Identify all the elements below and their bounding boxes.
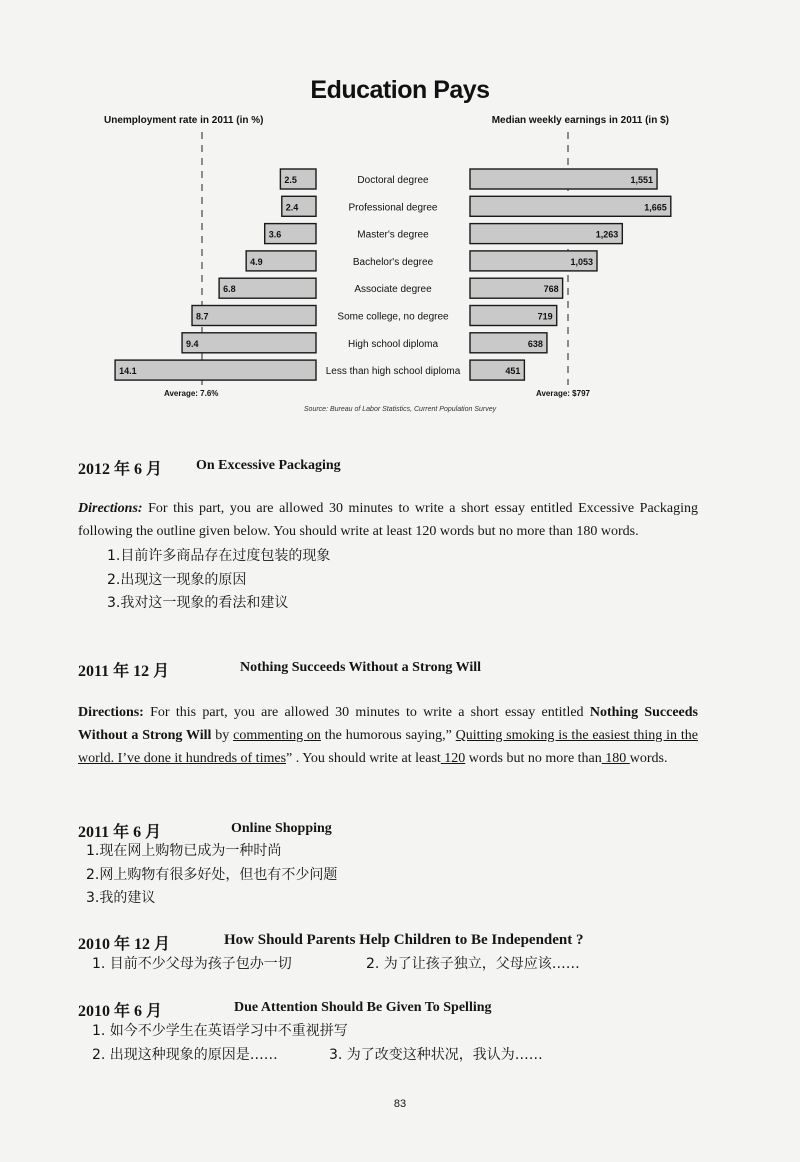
essay-title: Nothing Succeeds Without a Strong Will [78,705,698,743]
left-axis-title: Unemployment rate in 2011 (in %) [104,115,264,126]
section-title: Due Attention Should Be Given To Spelling [234,1000,492,1015]
earnings-value-label: 638 [527,338,543,349]
directions-text: the humorous saying,” [320,728,456,743]
directions-text: by [211,728,234,743]
category-label: Doctoral degree [357,175,429,186]
unemployment-value-label: 6.8 [223,284,236,295]
section-header [78,456,698,478]
outline-item: 2.出现这一现象的原因 [107,571,247,588]
max-words: 180 [601,751,630,766]
outline-list [78,1020,698,1068]
section-date: 2011 年 12 月 [78,663,170,680]
earnings-value-label: 451 [505,366,521,377]
section-2011-12 [78,658,698,770]
section-header [78,998,698,1020]
earnings-value-label: 1,551 [630,175,654,185]
earnings-value-label: 719 [537,311,553,322]
section-date: 2011 年 6 月 [78,824,162,841]
section-header [78,819,698,841]
section-title: On Excessive Packaging [196,458,341,473]
underlined-text: commenting on [233,728,321,743]
outline-list [107,545,698,616]
education-pays-chart [60,70,740,430]
outline-item: 1. 目前不少父母为孩子包办一切 [92,956,292,972]
directions-text: ” . You should write at least [286,751,441,766]
directions-lead: Directions: [78,501,143,516]
category-label: Some college, no degree [337,311,449,323]
outline-list [86,840,698,911]
quoted-saying: Quitting smoking is the easiest thing in the world. I’ve done it hundreds of times [78,728,698,766]
chart-title: Education Pays [310,76,490,104]
category-label: Less than high school diploma [325,366,461,378]
directions-text: For this part, you are allowed 30 minutes to write a short essay entitled Excessive Packaging following the outline given below. You should write at least 120 words but no more than 180 words. [78,501,698,539]
section-date: 2010 年 6 月 [78,1003,163,1020]
earnings-value-label: 768 [543,284,559,295]
directions-text: words. [629,751,668,766]
right-average-label: Average: $797 [536,389,590,398]
unemployment-bar [192,306,316,326]
section-header [78,931,698,953]
section-2010-06 [78,998,698,1068]
unemployment-bar [115,360,316,380]
unemployment-value-label: 9.4 [186,338,199,349]
earnings-value-label: 1,263 [595,229,619,240]
chart-plot [60,70,740,430]
outline-item: 1.目前许多商品存在过度包装的现象 [107,548,331,564]
category-label: Bachelor's degree [352,256,434,268]
outline-item: 3.我的建议 [86,890,156,906]
min-words: 120 [440,751,466,766]
outline-item: 3.我对这一现象的看法和建议 [107,595,289,611]
section-2011-06 [78,819,698,911]
outline-item: 1.现在网上购物已成为一种时尚 [86,843,282,859]
outline-item: 2.网上购物有很多好处，但也有不少问题 [86,866,338,883]
unemployment-value-label: 14.1 [119,366,137,377]
section-date: 2012 年 6 月 [78,461,163,478]
directions-lead: Directions: [78,705,144,720]
section-title: Nothing Succeeds Without a Strong Will [240,660,482,675]
directions-paragraph [78,497,698,543]
category-label: High school diploma [347,338,439,350]
unemployment-value-label: 2.4 [285,202,299,213]
section-header [78,658,698,680]
category-label: Master's degree [357,229,429,241]
directions-paragraph [78,701,698,770]
section-date: 2010 年 12 月 [78,936,171,953]
chart-source: Source: Bureau of Labor Statistics, Current Population Survey [303,406,497,413]
outline-item: 2. 出现这种现象的原因是…… [92,1047,278,1063]
right-axis-title: Median weekly earnings in 2011 (in $) [491,115,669,126]
category-label: Associate degree [354,284,432,296]
unemployment-value-label: 3.6 [268,229,282,240]
left-average-label: Average: 7.6% [164,389,219,398]
directions-text: words but no more than [465,751,602,766]
earnings-bar [470,196,671,216]
outline-item: 3. 为了改变这种状况，我认为…… [329,1047,543,1063]
category-label: Professional degree [348,202,438,214]
outline-item: 1. 如今不少学生在英语学习中不重视拼写 [92,1023,348,1039]
outline-list [78,953,698,977]
outline-item: 2. 为了让孩子独立，父母应该…… [366,956,580,972]
section-title: Online Shopping [231,821,332,836]
page-number: 83 [393,1098,407,1110]
section-2012-06 [78,456,698,616]
earnings-value-label: 1,665 [644,202,667,213]
earnings-bar [470,169,657,189]
unemployment-value-label: 8.7 [196,311,209,322]
unemployment-value-label: 4.9 [250,256,263,267]
section-title: How Should Parents Help Children to Be Independent ? [224,932,584,948]
unemployment-bar [182,333,316,353]
earnings-value-label: 1,053 [570,256,593,267]
section-2010-12 [78,931,698,977]
directions-text: For this part, you are allowed 30 minutes to write a short essay entitled [143,705,590,720]
unemployment-value-label: 2.5 [284,175,297,185]
